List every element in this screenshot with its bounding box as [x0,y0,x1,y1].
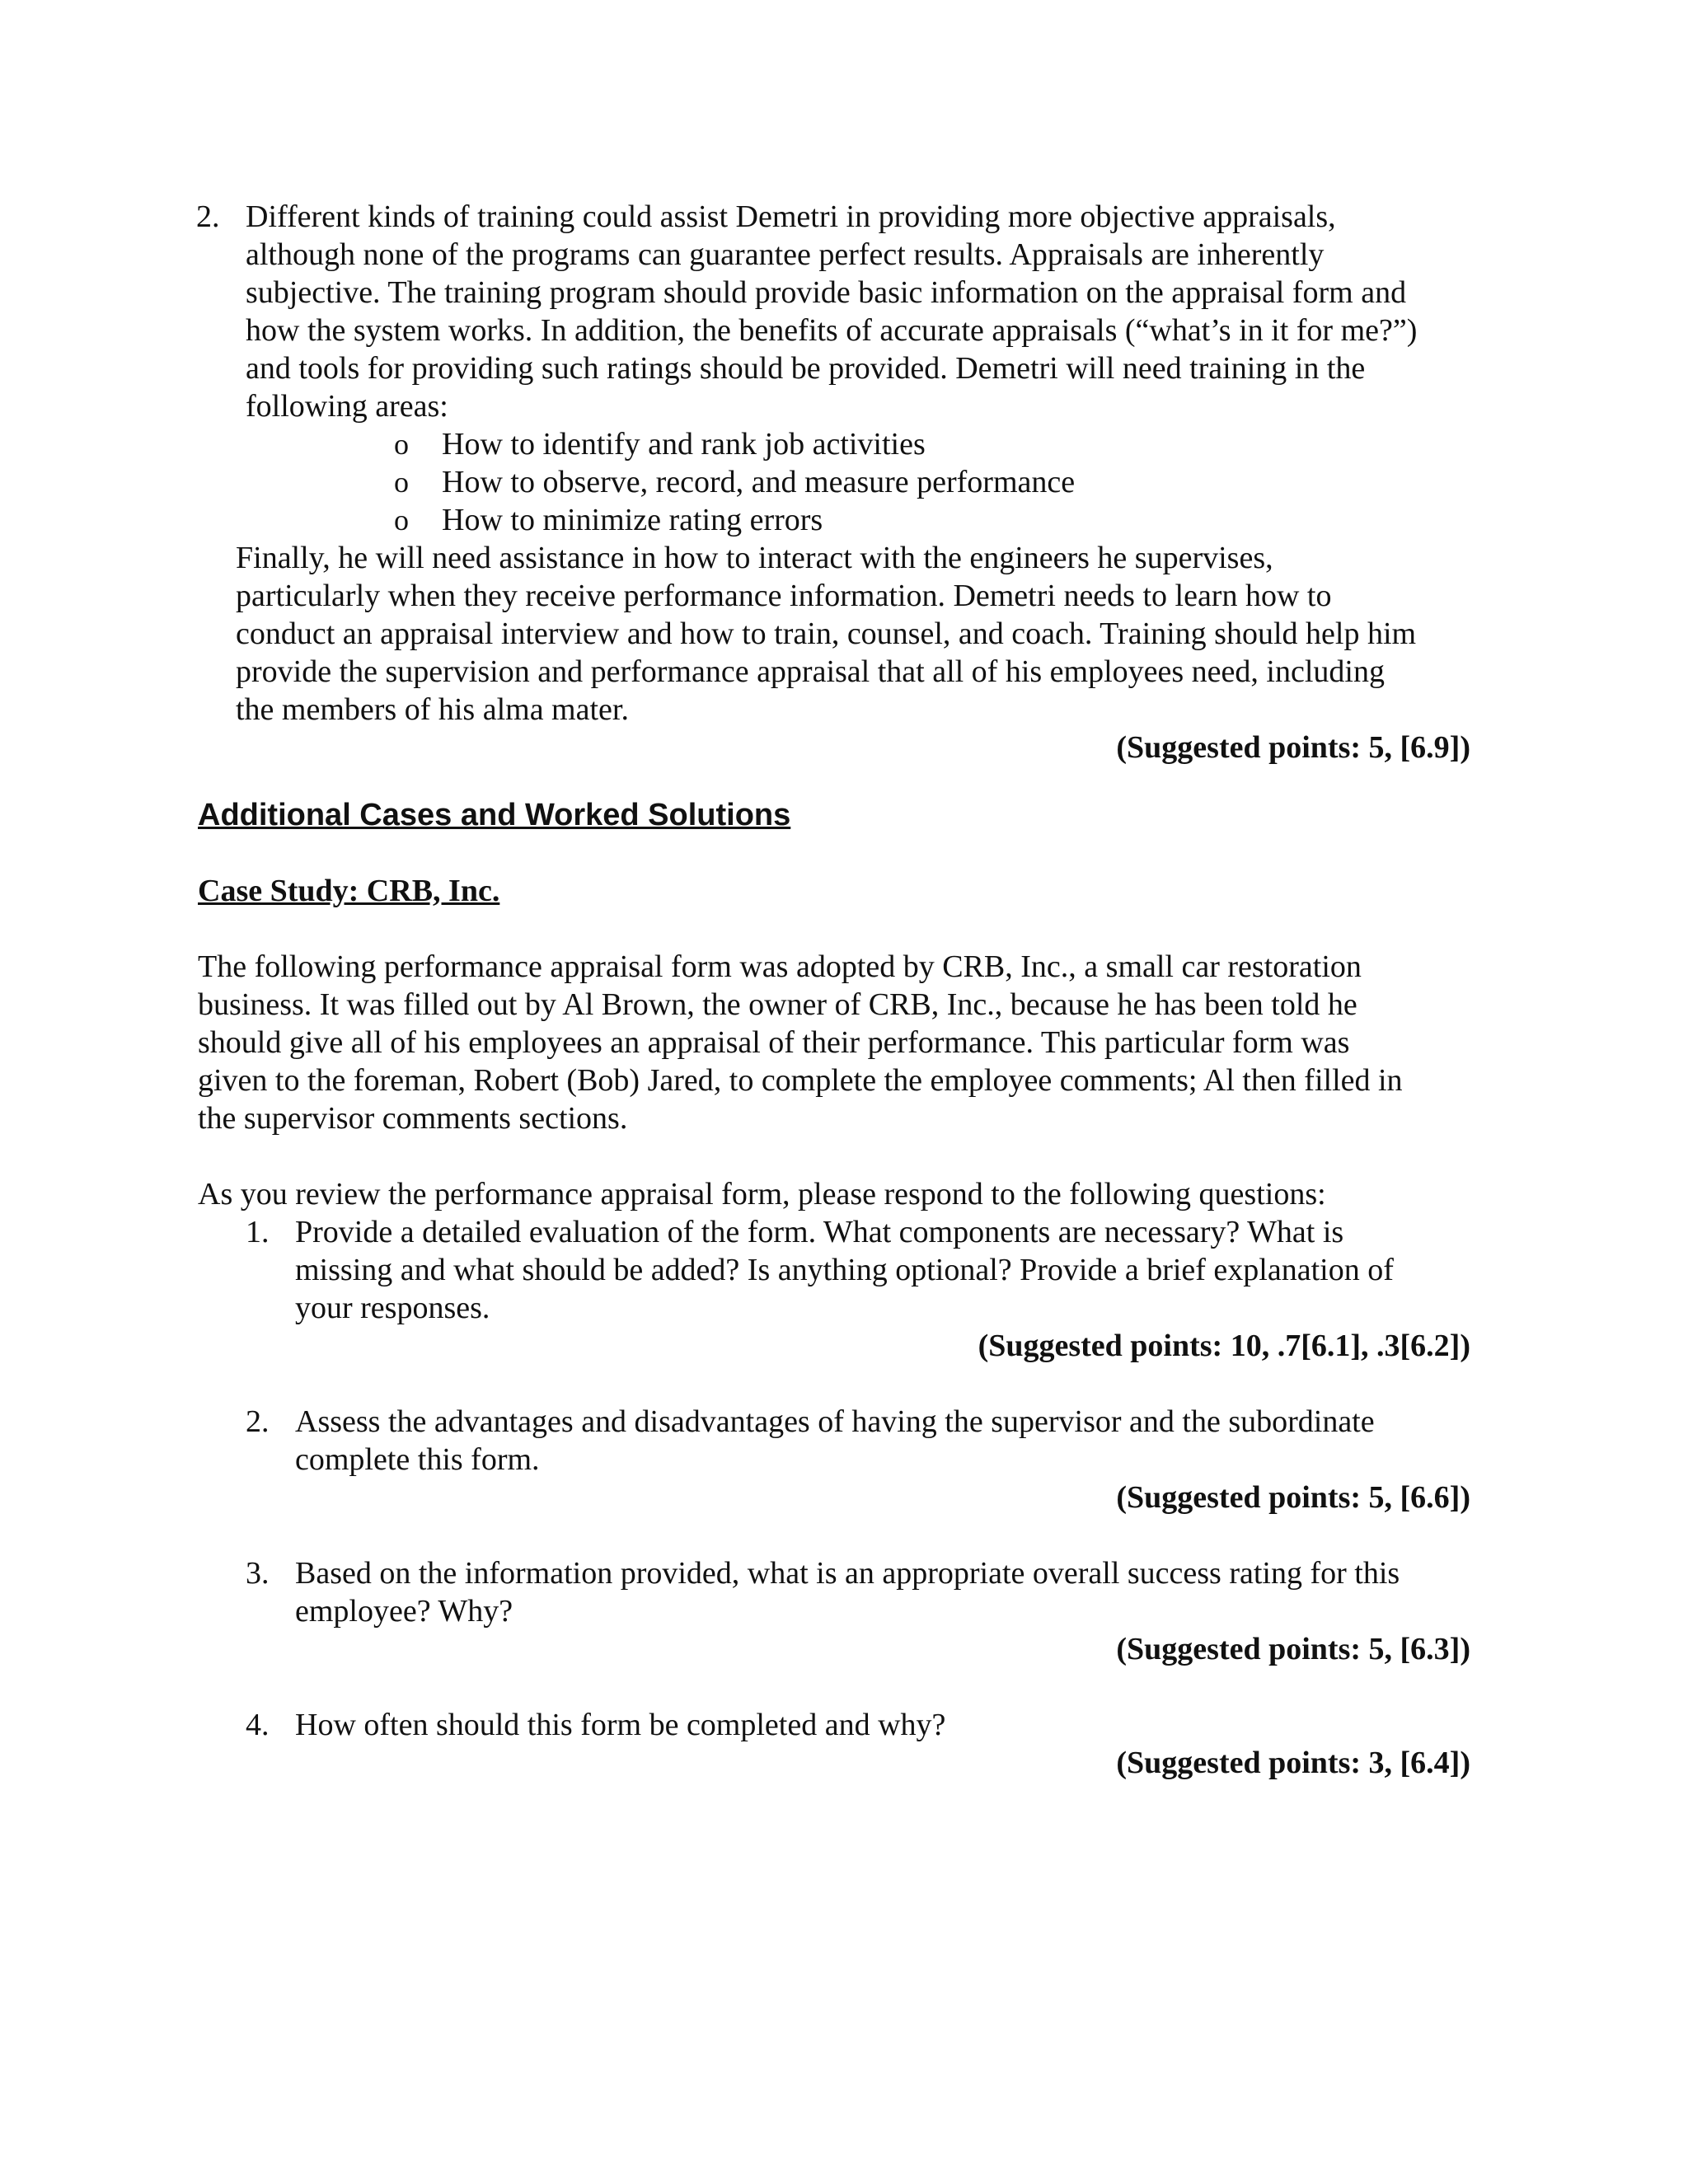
question-1-line-2: missing and what should be added? Is anything optional? Provide a brief explanation of [295,1253,1394,1287]
item2-line-4: how the system works. In addition, the benefits of accurate appraisals (“what’s in it for me?”) [246,313,1418,348]
finally-line-5: the members of his alma mater. [236,692,629,727]
bullet-item-3: How to minimize rating errors [442,503,823,537]
section-heading: Additional Cases and Worked Solutions [198,798,791,832]
intro-line-1: The following performance appraisal form was adopted by CRB, Inc., a small car restoration [198,949,1362,984]
suggested-points: (Suggested points: 5, [6.6]) [1116,1480,1470,1515]
bullet-marker: o [394,466,409,499]
item-number: 2. [196,199,220,234]
question-3-line-1: Based on the information provided, what is an appropriate overall success rating for this [295,1556,1400,1591]
question-number: 4. [246,1708,270,1742]
item2-line-3: subjective. The training program should provide basic information on the appraisal form and [246,275,1407,310]
item2-line-2: although none of the programs can guarantee perfect results. Appraisals are inherently [246,237,1325,272]
suggested-points: (Suggested points: 5, [6.3]) [1116,1632,1470,1666]
question-3-line-2: employee? Why? [295,1594,513,1629]
bullet-item-1: How to identify and rank job activities [442,427,926,462]
question-2-line-1: Assess the advantages and disadvantages of having the supervisor and the subordinate [295,1404,1375,1439]
question-number: 3. [246,1556,270,1591]
intro-line-4: given to the foreman, Robert (Bob) Jared, to complete the employee comments; Al then filled in [198,1063,1403,1098]
case-study-title: Case Study: CRB, Inc. [198,874,500,908]
finally-line-4: provide the supervision and performance appraisal that all of his employees need, including [236,654,1385,689]
intro-line-3: should give all of his employees an appraisal of their performance. This particular form was [198,1025,1350,1060]
question-number: 2. [246,1404,270,1439]
intro-line-2: business. It was filled out by Al Brown, the owner of CRB, Inc., because he has been told he [198,987,1357,1022]
item2-line-1: Different kinds of training could assist Demetri in providing more objective appraisals, [246,199,1336,234]
item2-line-5: and tools for providing such ratings should be provided. Demetri will need training in the [246,351,1366,386]
question-1-line-1: Provide a detailed evaluation of the form. What components are necessary? What is [295,1215,1344,1249]
suggested-points: (Suggested points: 5, [6.9]) [1116,730,1470,765]
question-number: 1. [246,1215,270,1249]
finally-line-1: Finally, he will need assistance in how to interact with the engineers he supervises, [236,541,1273,575]
item2-line-6: following areas: [246,389,448,424]
question-1-line-3: your responses. [295,1291,490,1325]
intro-line-5: the supervisor comments sections. [198,1101,628,1136]
bullet-marker: o [394,428,409,461]
suggested-points: (Suggested points: 3, [6.4]) [1116,1746,1470,1780]
suggested-points: (Suggested points: 10, .7[6.1], .3[6.2]) [978,1329,1470,1363]
bullet-item-2: How to observe, record, and measure performance [442,465,1076,499]
question-2-line-2: complete this form. [295,1442,540,1477]
question-4-line-1: How often should this form be completed and why? [295,1708,946,1742]
questions-prompt: As you review the performance appraisal form, please respond to the following questions: [198,1177,1326,1212]
bullet-marker: o [394,504,409,537]
finally-line-3: conduct an appraisal interview and how to train, counsel, and coach. Training should help him [236,616,1417,651]
finally-line-2: particularly when they receive performance information. Demetri needs to learn how to [236,579,1332,613]
